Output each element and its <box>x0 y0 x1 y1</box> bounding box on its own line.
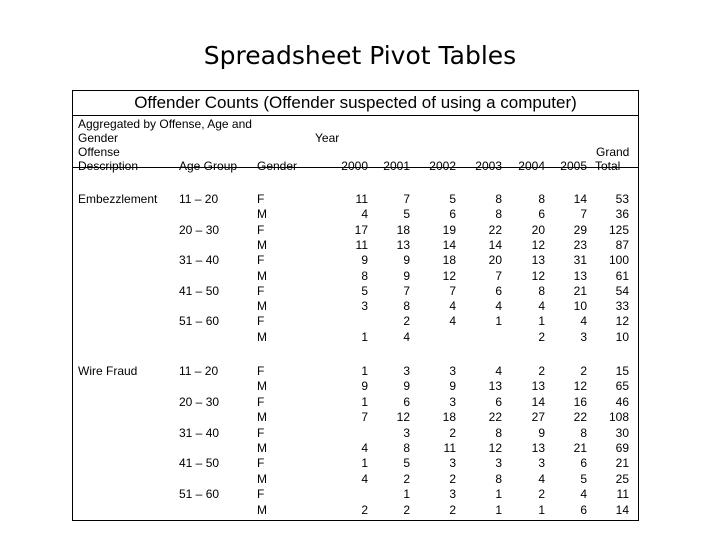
gender-cell: F <box>257 395 265 409</box>
header-year-2005: 2005 <box>560 159 587 173</box>
grand-total-cell: 100 <box>608 253 629 267</box>
count-2002: 19 <box>442 223 456 237</box>
offense-name: Wire Fraud <box>78 364 138 378</box>
header-grand-line1: Grand <box>596 145 630 159</box>
age-group-cell: 31 – 40 <box>179 253 220 267</box>
age-group-cell: 20 – 30 <box>179 395 220 409</box>
count-2002: 2 <box>449 426 456 440</box>
count-2003: 8 <box>495 192 502 206</box>
count-2005: 13 <box>573 269 587 283</box>
count-2001: 6 <box>403 395 410 409</box>
grand-total-cell: 53 <box>615 192 629 206</box>
gender-cell: M <box>257 238 267 252</box>
count-2000: 4 <box>361 441 368 455</box>
age-group-cell: 41 – 50 <box>179 284 220 298</box>
grand-total-cell: 65 <box>615 379 629 393</box>
count-2001: 12 <box>396 410 410 424</box>
grand-total-cell: 30 <box>615 426 629 440</box>
count-2000: 1 <box>361 330 368 344</box>
count-2001: 9 <box>403 253 410 267</box>
gender-cell: F <box>257 284 265 298</box>
header-age-group: Age Group <box>179 159 238 173</box>
count-2004: 2 <box>538 487 545 501</box>
count-2001: 9 <box>403 379 410 393</box>
header-year-2001: 2001 <box>383 159 410 173</box>
count-2000: 9 <box>361 379 368 393</box>
count-2003: 6 <box>495 284 502 298</box>
grand-total-cell: 10 <box>615 330 629 344</box>
header-year-2003: 2003 <box>475 159 502 173</box>
count-2001: 8 <box>403 299 410 313</box>
count-2004: 13 <box>531 379 545 393</box>
count-2003: 22 <box>488 223 502 237</box>
count-2004: 14 <box>531 395 545 409</box>
gender-cell: M <box>257 410 267 424</box>
gender-cell: M <box>257 472 267 486</box>
count-2001: 8 <box>403 441 410 455</box>
count-2005: 14 <box>573 192 587 206</box>
grand-total-cell: 61 <box>615 269 629 283</box>
count-2004: 27 <box>531 410 545 424</box>
count-2005: 4 <box>580 487 587 501</box>
count-2002: 5 <box>449 192 456 206</box>
count-2003: 8 <box>495 207 502 221</box>
count-2003: 12 <box>488 441 502 455</box>
age-group-cell: 11 – 20 <box>179 192 219 206</box>
count-2001: 5 <box>403 207 410 221</box>
count-2000: 5 <box>361 284 368 298</box>
age-group-cell: 51 – 60 <box>179 487 220 501</box>
gender-cell: M <box>257 379 267 393</box>
count-2003: 20 <box>488 253 502 267</box>
table-title: Offender Counts (Offender suspected of using a computer) <box>73 91 638 116</box>
gender-cell: M <box>257 441 267 455</box>
count-2003: 1 <box>495 487 502 501</box>
grand-total-cell: 12 <box>615 314 629 328</box>
header-offense-line2: Description <box>78 159 139 173</box>
gender-cell: F <box>257 364 265 378</box>
count-2005: 22 <box>573 410 587 424</box>
count-2002: 6 <box>449 207 456 221</box>
count-2001: 3 <box>403 364 410 378</box>
grand-total-cell: 46 <box>615 395 629 409</box>
gender-cell: F <box>257 456 265 470</box>
gender-cell: F <box>257 253 265 267</box>
count-2001: 2 <box>403 472 410 486</box>
count-2001: 7 <box>403 284 410 298</box>
count-2003: 6 <box>495 395 502 409</box>
count-2002: 2 <box>449 472 456 486</box>
count-2005: 23 <box>573 238 587 252</box>
count-2003: 22 <box>488 410 502 424</box>
count-2000: 7 <box>361 410 368 424</box>
count-2000: 4 <box>361 207 368 221</box>
grand-total-cell: 33 <box>615 299 629 313</box>
table-header <box>73 115 638 173</box>
header-year-2002: 2002 <box>429 159 456 173</box>
count-2003: 3 <box>495 456 502 470</box>
grand-total-cell: 14 <box>615 503 629 517</box>
count-2000: 17 <box>354 223 368 237</box>
count-2005: 29 <box>573 223 587 237</box>
count-2004: 20 <box>531 223 545 237</box>
count-2002: 9 <box>449 379 456 393</box>
header-aggregated-line2: Gender <box>78 131 119 145</box>
pivot-table <box>72 90 639 521</box>
count-2000: 9 <box>361 253 368 267</box>
count-2005: 10 <box>573 299 587 313</box>
count-2001: 5 <box>403 456 410 470</box>
count-2000: 1 <box>361 395 368 409</box>
count-2002: 3 <box>449 395 456 409</box>
count-2004: 9 <box>538 426 545 440</box>
count-2001: 2 <box>403 314 410 328</box>
count-2000: 3 <box>361 299 368 313</box>
grand-total-cell: 21 <box>615 456 629 470</box>
header-grand-line2: Total <box>595 159 621 173</box>
count-2004: 2 <box>538 330 545 344</box>
count-2002: 18 <box>442 253 456 267</box>
grand-total-cell: 125 <box>608 223 629 237</box>
header-offense-line1: Offense <box>78 145 120 159</box>
count-2004: 1 <box>538 503 545 517</box>
gender-cell: F <box>257 314 265 328</box>
count-2003: 4 <box>495 299 502 313</box>
gender-cell: F <box>257 192 265 206</box>
count-2003: 8 <box>495 472 502 486</box>
offense-name: Embezzlement <box>78 192 158 206</box>
count-2004: 12 <box>531 269 545 283</box>
header-aggregated-line1: Aggregated by Offense, Age and <box>78 117 252 131</box>
gender-cell: M <box>257 299 267 313</box>
count-2002: 3 <box>449 364 456 378</box>
age-group-cell: 41 – 50 <box>179 456 220 470</box>
count-2002: 18 <box>442 410 456 424</box>
gender-cell: F <box>257 223 265 237</box>
count-2004: 4 <box>538 472 545 486</box>
count-2000: 4 <box>361 472 368 486</box>
count-2005: 16 <box>573 395 587 409</box>
count-2003: 4 <box>495 364 502 378</box>
grand-total-cell: 54 <box>615 284 629 298</box>
count-2003: 1 <box>495 503 502 517</box>
count-2001: 4 <box>403 330 410 344</box>
count-2003: 1 <box>495 314 502 328</box>
count-2004: 13 <box>531 441 545 455</box>
count-2002: 11 <box>443 441 456 455</box>
gender-cell: M <box>257 503 267 517</box>
count-2005: 21 <box>573 441 587 455</box>
grand-total-cell: 25 <box>615 472 629 486</box>
count-2003: 14 <box>488 238 502 252</box>
slide-title: Spreadsheet Pivot Tables <box>203 41 517 70</box>
count-2004: 8 <box>538 192 545 206</box>
count-2005: 4 <box>580 314 587 328</box>
count-2002: 3 <box>449 487 456 501</box>
count-2002: 4 <box>449 299 456 313</box>
age-group-cell: 31 – 40 <box>179 426 220 440</box>
count-2004: 4 <box>538 299 545 313</box>
count-2000: 8 <box>361 269 368 283</box>
count-2005: 21 <box>573 284 587 298</box>
count-2002: 12 <box>442 269 456 283</box>
count-2005: 6 <box>580 503 587 517</box>
gender-cell: M <box>257 330 267 344</box>
count-2005: 12 <box>573 379 587 393</box>
header-year-2004: 2004 <box>518 159 545 173</box>
count-2000: 11 <box>355 192 368 206</box>
header-gender: Gender <box>257 159 298 173</box>
count-2003: 7 <box>495 269 502 283</box>
count-2005: 31 <box>573 253 587 267</box>
count-2004: 12 <box>531 238 545 252</box>
grand-total-cell: 108 <box>608 410 629 424</box>
count-2002: 3 <box>449 456 456 470</box>
count-2002: 7 <box>449 284 456 298</box>
count-2005: 6 <box>580 456 587 470</box>
age-group-cell: 51 – 60 <box>179 314 220 328</box>
count-2002: 14 <box>442 238 456 252</box>
gender-cell: F <box>257 426 265 440</box>
age-group-cell: 20 – 30 <box>179 223 220 237</box>
count-2005: 2 <box>580 364 587 378</box>
count-2000: 1 <box>361 364 368 378</box>
count-2004: 6 <box>538 207 545 221</box>
count-2001: 3 <box>403 426 410 440</box>
grand-total-cell: 15 <box>615 364 629 378</box>
age-group-cell: 11 – 20 <box>179 364 219 378</box>
count-2005: 5 <box>580 472 587 486</box>
count-2004: 8 <box>538 284 545 298</box>
header-year-2000: 2000 <box>341 159 368 173</box>
count-2001: 1 <box>403 487 410 501</box>
count-2001: 2 <box>403 503 410 517</box>
count-2000: 11 <box>355 238 368 252</box>
count-2003: 8 <box>495 426 502 440</box>
count-2000: 2 <box>361 503 368 517</box>
count-2000: 1 <box>361 456 368 470</box>
count-2001: 7 <box>403 192 410 206</box>
count-2004: 13 <box>531 253 545 267</box>
count-2004: 1 <box>538 314 545 328</box>
gender-cell: F <box>257 487 265 501</box>
grand-total-cell: 11 <box>616 487 629 501</box>
count-2002: 2 <box>449 503 456 517</box>
count-2001: 18 <box>396 223 410 237</box>
grand-total-cell: 36 <box>615 207 629 221</box>
header-year: Year <box>315 131 340 145</box>
count-2002: 4 <box>449 314 456 328</box>
count-2001: 13 <box>396 238 410 252</box>
count-2004: 3 <box>538 456 545 470</box>
grand-total-cell: 69 <box>615 441 629 455</box>
count-2004: 2 <box>538 364 545 378</box>
count-2001: 9 <box>403 269 410 283</box>
count-2005: 3 <box>580 330 587 344</box>
count-2005: 8 <box>580 426 587 440</box>
count-2005: 7 <box>580 207 587 221</box>
gender-cell: M <box>257 207 267 221</box>
grand-total-cell: 87 <box>615 238 629 252</box>
gender-cell: M <box>257 269 267 283</box>
count-2003: 13 <box>488 379 502 393</box>
